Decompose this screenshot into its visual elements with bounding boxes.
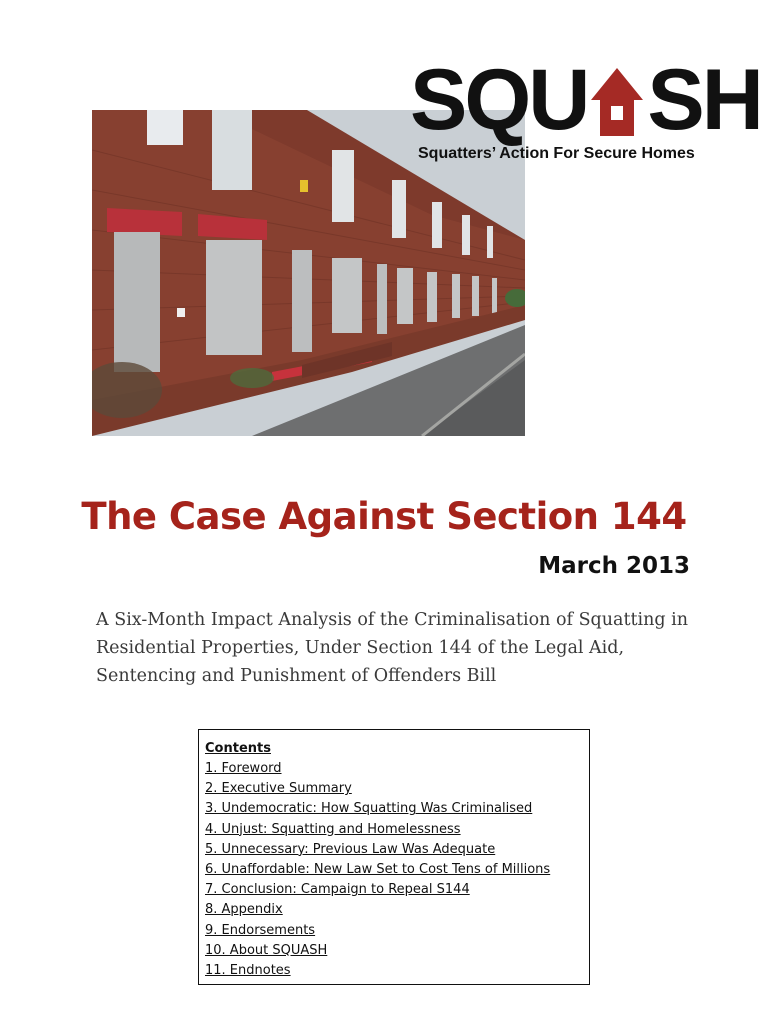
contents-heading: Contents	[205, 741, 271, 756]
logo-word-right: SH	[647, 52, 761, 148]
squash-logo	[410, 52, 761, 170]
logo-word-left: SQU	[410, 52, 588, 148]
contents-item[interactable]: 8. Appendix	[205, 902, 283, 918]
contents-list	[205, 759, 583, 981]
contents-item[interactable]: 1. Foreword	[205, 761, 282, 776]
contents-item[interactable]: 10. About SQUASH	[205, 942, 328, 958]
document-date: March 2013	[538, 553, 690, 579]
document-title: The Case Against Section 144	[81, 495, 687, 538]
contents-item[interactable]: 4. Unjust: Squatting and Homelessness	[205, 821, 461, 837]
contents-item[interactable]: 11. Endnotes	[205, 963, 291, 979]
contents-item[interactable]: 3. Undemocratic: How Squatting Was Criminalised	[205, 801, 533, 817]
contents-item[interactable]: 5. Unnecessary: Previous Law Was Adequate	[205, 841, 496, 857]
house-icon	[589, 66, 645, 138]
contents-item[interactable]: 6. Unaffordable: New Law Set to Cost Tens of Millions	[205, 862, 551, 878]
logo-wordmark	[410, 52, 761, 148]
document-subtitle: A Six-Month Impact Analysis of the Criminalisation of Squatting in Residential Properties, Under Section 144 of the Legal Aid, Sentencing and Punishment of Offenders Bill	[96, 610, 689, 686]
contents-box	[198, 729, 590, 985]
logo-tagline: Squatters’ Action For Secure Homes	[418, 145, 695, 162]
contents-item[interactable]: 7. Conclusion: Campaign to Repeal S144	[205, 882, 470, 898]
contents-item[interactable]: 9. Endorsements	[205, 922, 316, 938]
contents-item[interactable]: 2. Executive Summary	[205, 781, 352, 797]
